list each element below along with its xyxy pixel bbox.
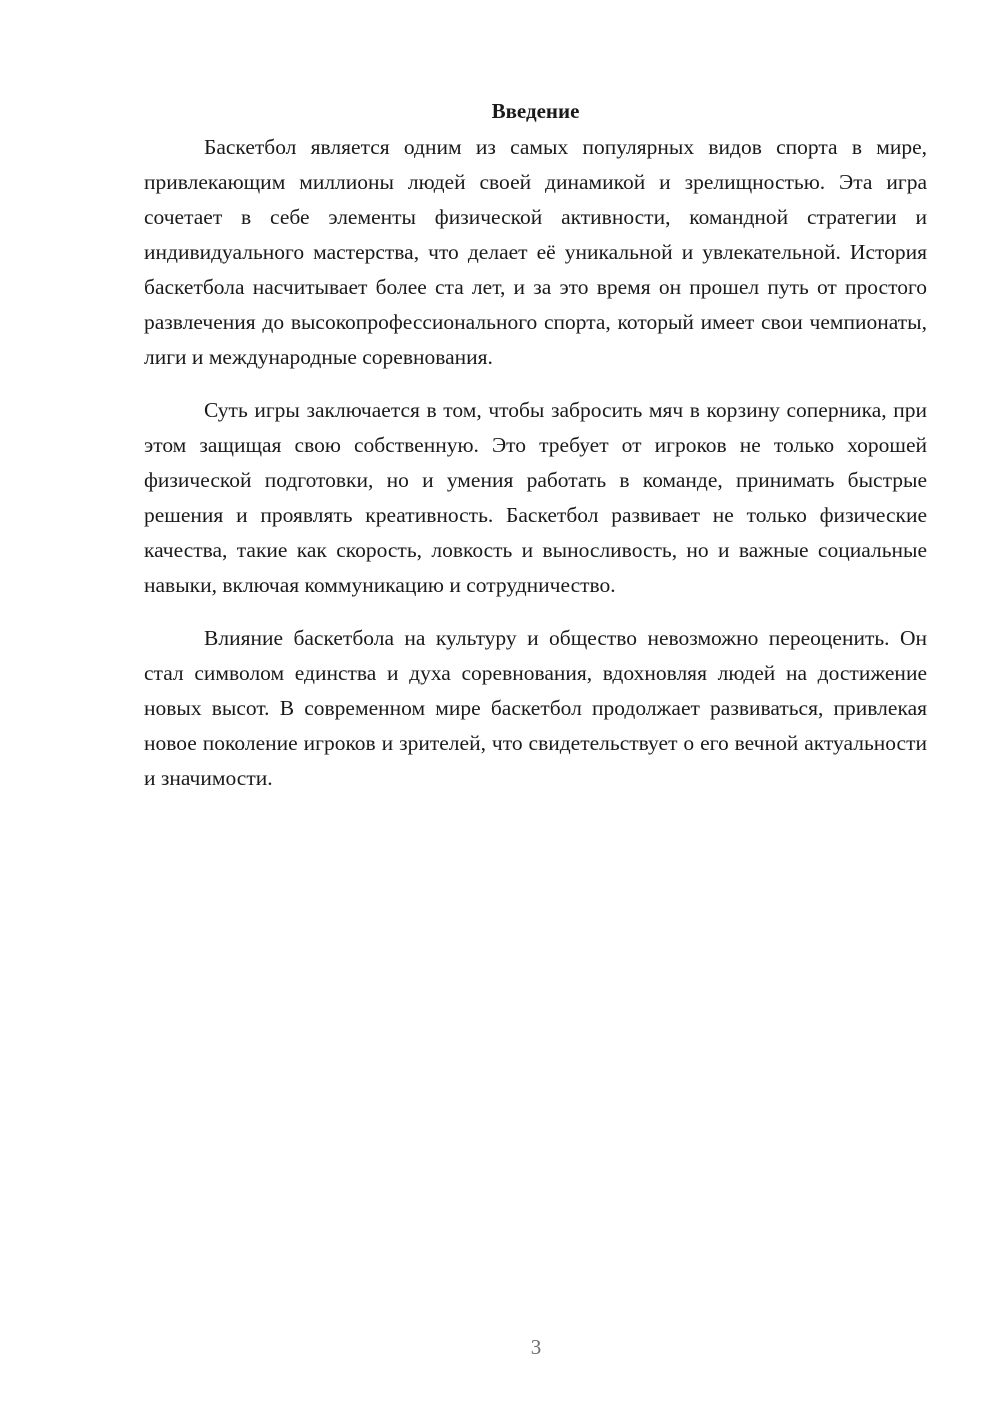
- page-number: 3: [530, 1335, 542, 1359]
- page-content: [144, 96, 927, 814]
- paragraph-1: Баскетбол является одним из самых популярных видов спорта в мире, привлекающим миллионы людей своей динамикой и зрелищностью. Эта игра сочетает в себе элементы физической активности, командной стратегии и индивидуального мастерства, что делает её уникальной и увлекательной. История баскетбола насчитывает более ста лет, и за это время он прошел путь от простого развлечения до высокопрофессионального спорта, который имеет свои чемпионаты, лиги и международные соревнования.: [144, 135, 927, 369]
- paragraph-2: Суть игры заключается в том, чтобы забросить мяч в корзину соперника, при этом защищая свою собственную. Это требует от игроков не только хорошей физической подготовки, но и умения работать в команде, принимать быстрые решения и проявлять креативность. Баскетбол развивает не только физические качества, такие как скорость, ловкость и выносливость, но и важные социальные навыки, включая коммуникацию и сотрудничество.: [144, 398, 927, 597]
- section-heading: Введение: [491, 99, 580, 123]
- paragraph-3: Влияние баскетбола на культуру и общество невозможно переоценить. Он стал символом единства и духа соревнования, вдохновляя людей на достижение новых высот. В современном мире баскетбол продолжает развиваться, привлекая новое поколение игроков и зрителей, что свидетельствует о его вечной актуальности и значимости.: [144, 626, 927, 790]
